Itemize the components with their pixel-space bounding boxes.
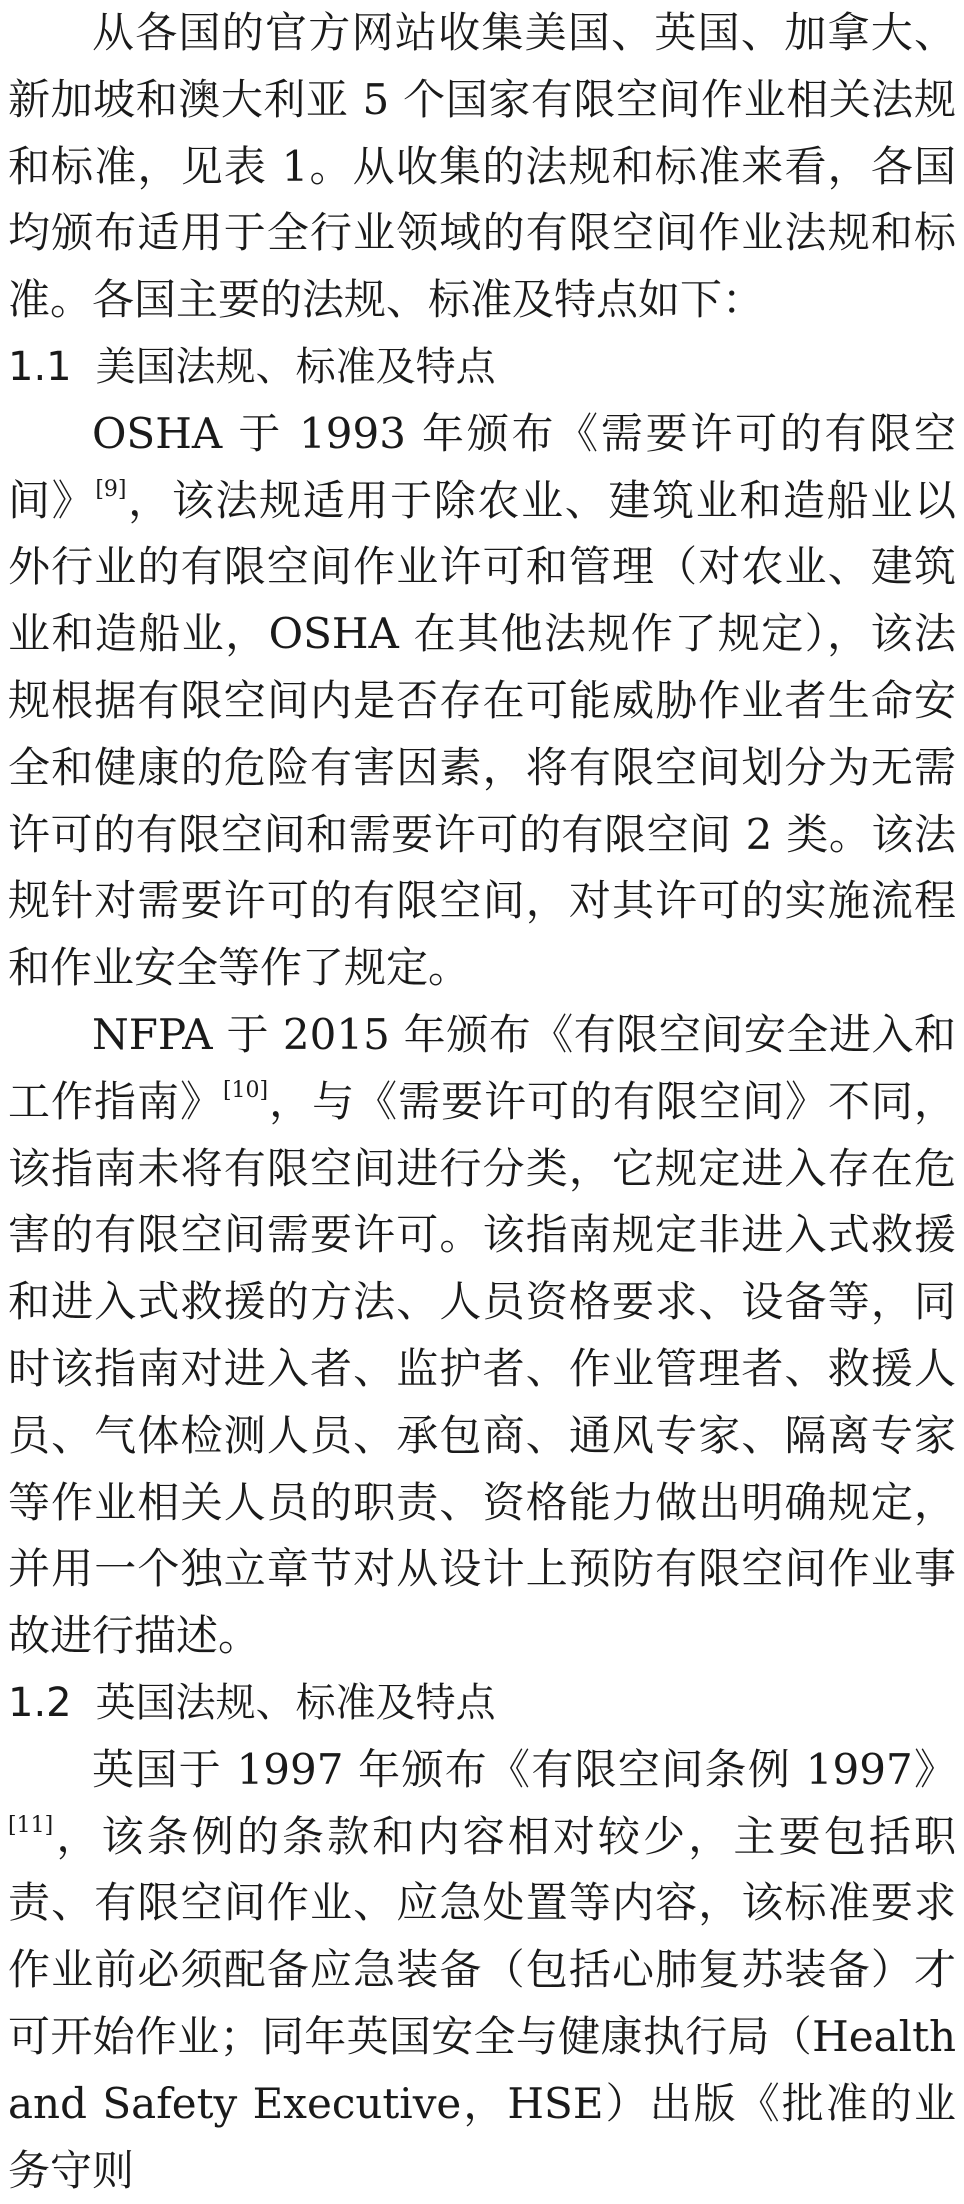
citation-ref: [10]	[222, 1077, 269, 1103]
paragraph-intro	[8, 0, 956, 334]
paragraph-text: ，与《需要许可的有限空间》不同，该指南未将有限空间进行分类，它规定进入存在危害的有限空间需要许可。该指南规定非进入式救援和进入式救援的方法、人员资格要求、设备等，同时该指南对进入者、监护者、作业管理者、救援人员、气体检测人员、承包商、通风专家、隔离专家等作业相关人员的职责、资格能力做出明确规定，并用一个独立章节对从设计上预防有限空间作业事故进行描述。	[8, 1076, 956, 1661]
section-heading-1-1	[8, 334, 956, 401]
citation-ref: [11]	[8, 1812, 54, 1838]
paragraph-text: NFPA 于 2015 年颁布《有限空间安全进入和工作指南》	[8, 1009, 956, 1126]
section-title: 英国法规、标准及特点	[95, 1679, 496, 1726]
paragraph-uk	[8, 1737, 956, 2204]
citation-ref: [9]	[95, 476, 127, 502]
paragraph-text: ，该条例的条款和内容相对较少，主要包括职责、有限空间作业、应急处置等内容，该标准要求作业前必须配备应急装备（包括心肺复苏装备）才可开始作业；同年英国安全与健康执行局（Health and Safety Executive，HSE）出版《批准的业务守则	[8, 1811, 956, 2195]
section-title: 美国法规、标准及特点	[95, 343, 496, 390]
paragraph-text: ，该法规适用于除农业、建筑业和造船业以外行业的有限空间作业许可和管理（对农业、建筑业和造船业，OSHA 在其他法规作了规定），该法规根据有限空间内是否存在可能威胁作业者生命安全和健康的危险有害因素，将有限空间划分为无需许可的有限空间和需要许可的有限空间 2 类。该法规针对需要许可的有限空间，对其许可的实施流程和作业安全等作了规定。	[8, 475, 956, 993]
paragraph-text: 英国于 1997 年颁布《有限空间条例 1997》	[92, 1744, 956, 1794]
section-heading-1-2	[8, 1670, 956, 1737]
section-number: 1.1	[8, 343, 72, 390]
paragraph-text: OSHA 于 1993 年颁布《需要许可的有限空间》	[8, 408, 956, 525]
paragraph-nfpa	[8, 1002, 956, 1670]
paragraph-intro-text: 从各国的官方网站收集美国、英国、加拿大、新加坡和澳大利亚 5 个国家有限空间作业相关法规和标准，见表 1。从收集的法规和标准来看，各国均颁布适用于全行业领域的有限空间作业法规和标准。各国主要的法规、标准及特点如下：	[8, 8, 956, 325]
section-number: 1.2	[8, 1679, 72, 1726]
paragraph-osha	[8, 401, 956, 1002]
